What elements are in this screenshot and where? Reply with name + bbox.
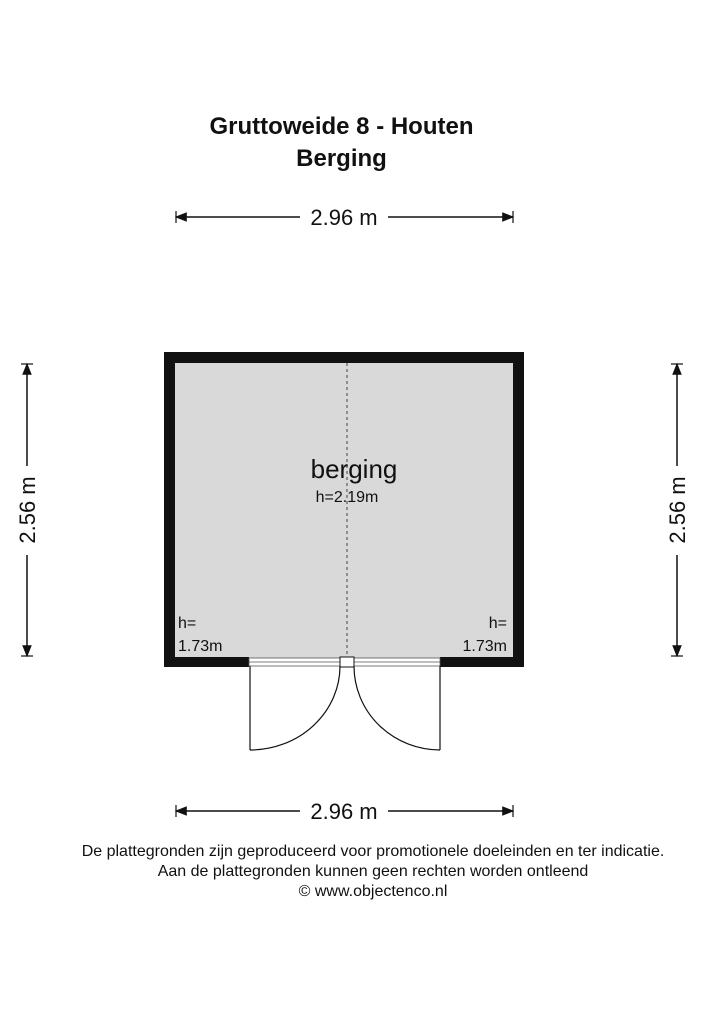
address-title: Gruttoweide 8 - Houten xyxy=(209,113,474,140)
disclaimer-line-2: Aan de plattegronden kunnen geen rechten worden ontleend xyxy=(157,863,589,880)
left-door xyxy=(250,666,340,750)
room-title: Berging xyxy=(296,145,387,172)
left-dimension xyxy=(15,364,40,656)
right-depth-label: 2.56 m xyxy=(665,476,690,544)
left-corner-height-label: h= xyxy=(178,615,197,632)
bottom-dimension xyxy=(176,799,513,824)
right-corner-height-label: h= xyxy=(488,615,507,632)
disclaimer-line-1: De plattegronden zijn geproduceerd voor promotionele doeleinden en ter indicatie. xyxy=(81,843,665,860)
room-height: h=2.19m xyxy=(315,489,379,506)
right-dimension xyxy=(665,364,690,656)
right-door xyxy=(354,666,440,750)
door-opening xyxy=(249,657,440,667)
room-name: berging xyxy=(310,454,398,484)
left-depth-label: 2.56 m xyxy=(15,476,40,544)
room-floor xyxy=(174,362,514,658)
bottom-width-label: 2.96 m xyxy=(310,799,378,824)
top-width-label: 2.96 m xyxy=(310,205,378,230)
top-dimension xyxy=(176,205,513,230)
copyright-link[interactable]: © www.objectenco.nl xyxy=(298,883,448,900)
right-corner-height-value: 1.73m xyxy=(462,638,507,655)
left-corner-height-value: 1.73m xyxy=(178,638,223,655)
